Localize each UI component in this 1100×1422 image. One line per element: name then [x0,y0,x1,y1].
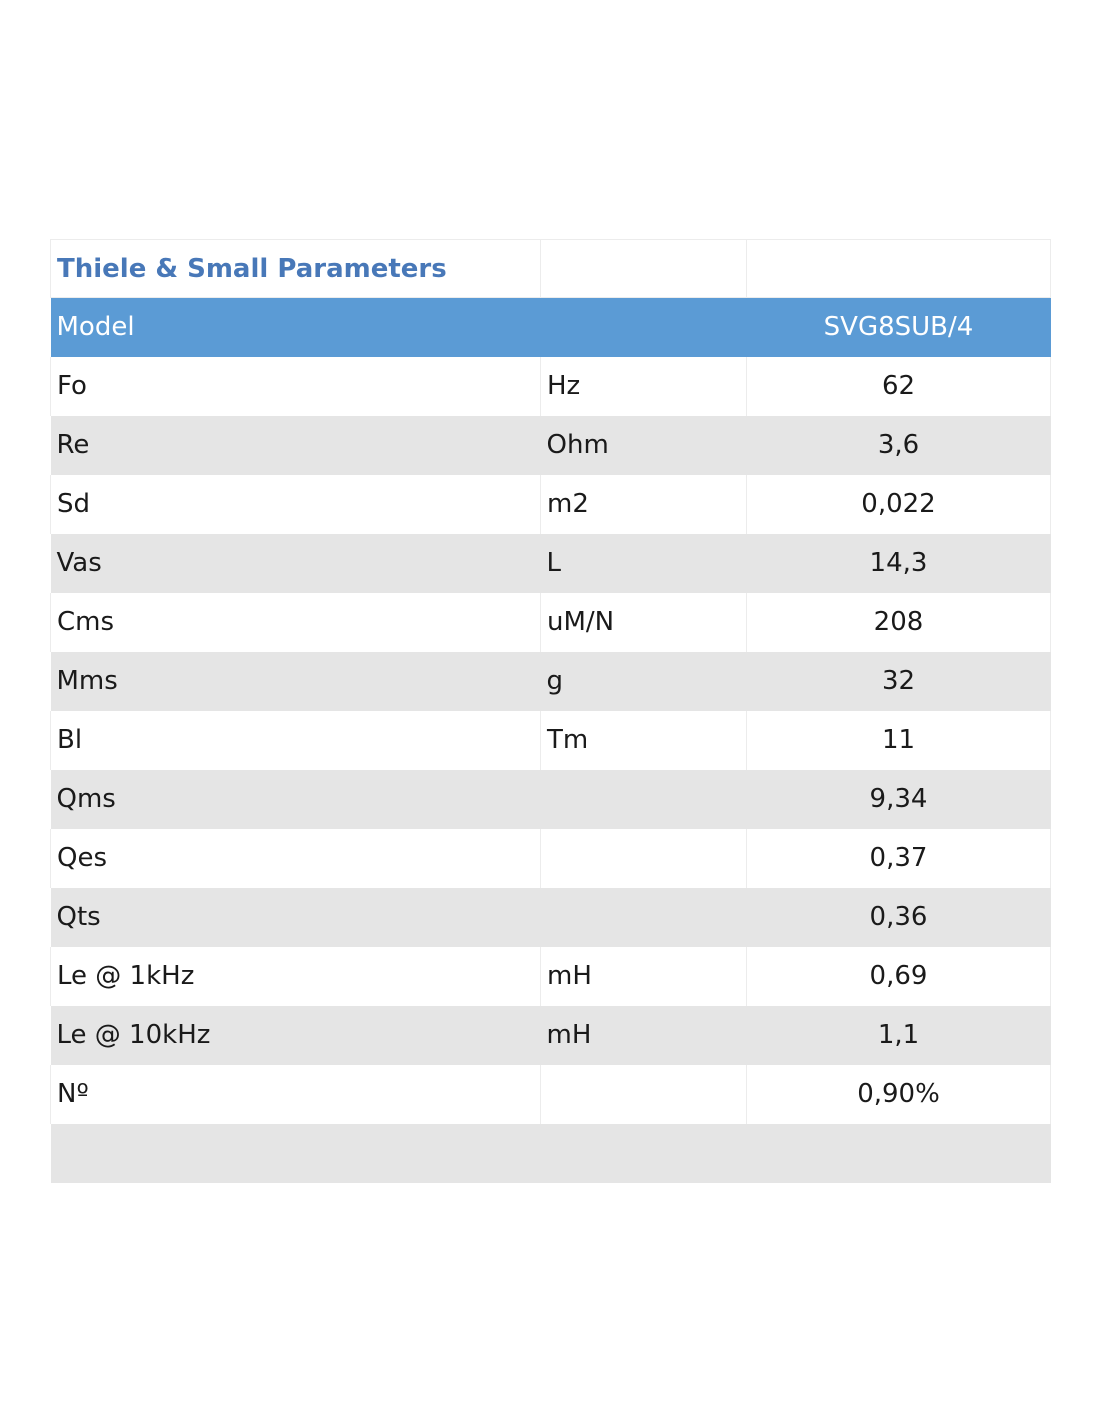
param-name [51,1124,541,1183]
table-title: Thiele & Small Parameters [51,240,541,298]
parameters-table [50,239,1051,1183]
param-value: 3,6 [747,416,1051,475]
table-header-row [51,298,1051,357]
table-row [51,652,1051,711]
table-row [51,1065,1051,1124]
param-name: Fo [51,357,541,416]
table-row [51,770,1051,829]
param-name: Mms [51,652,541,711]
param-unit: g [541,652,747,711]
param-name: Re [51,416,541,475]
param-unit: L [541,534,747,593]
param-value: 32 [747,652,1051,711]
param-value: 0,022 [747,475,1051,534]
param-unit [541,770,747,829]
table-row [51,829,1051,888]
header-model-label: Model [51,298,541,357]
table-row [51,1006,1051,1065]
param-name: Qes [51,829,541,888]
param-value: 62 [747,357,1051,416]
header-model-value: SVG8SUB/4 [747,298,1051,357]
param-unit: mH [541,947,747,1006]
empty-cell [541,240,747,298]
param-name: Bl [51,711,541,770]
param-value: 0,69 [747,947,1051,1006]
param-unit: Tm [541,711,747,770]
table-row [51,357,1051,416]
param-name: Sd [51,475,541,534]
param-value: 1,1 [747,1006,1051,1065]
table-row [51,711,1051,770]
table-title-row [51,240,1051,298]
param-value: 9,34 [747,770,1051,829]
param-name: Nº [51,1065,541,1124]
param-unit: Ohm [541,416,747,475]
param-unit [541,1124,747,1183]
param-value: 11 [747,711,1051,770]
param-name: Le @ 10kHz [51,1006,541,1065]
param-name: Qms [51,770,541,829]
table-row [51,888,1051,947]
param-unit [541,1065,747,1124]
param-unit: uM/N [541,593,747,652]
param-name: Qts [51,888,541,947]
table-row [51,1124,1051,1183]
table-row [51,947,1051,1006]
param-value: 14,3 [747,534,1051,593]
header-unit-cell [541,298,747,357]
param-unit: mH [541,1006,747,1065]
param-unit [541,829,747,888]
param-value: 208 [747,593,1051,652]
table-row [51,534,1051,593]
param-value: 0,90% [747,1065,1051,1124]
table-row [51,416,1051,475]
param-value: 0,36 [747,888,1051,947]
param-value: 0,37 [747,829,1051,888]
param-name: Cms [51,593,541,652]
param-unit [541,888,747,947]
table-row [51,593,1051,652]
param-name: Vas [51,534,541,593]
param-unit: Hz [541,357,747,416]
empty-cell [747,240,1051,298]
table-row [51,475,1051,534]
param-value [747,1124,1051,1183]
param-unit: m2 [541,475,747,534]
param-name: Le @ 1kHz [51,947,541,1006]
